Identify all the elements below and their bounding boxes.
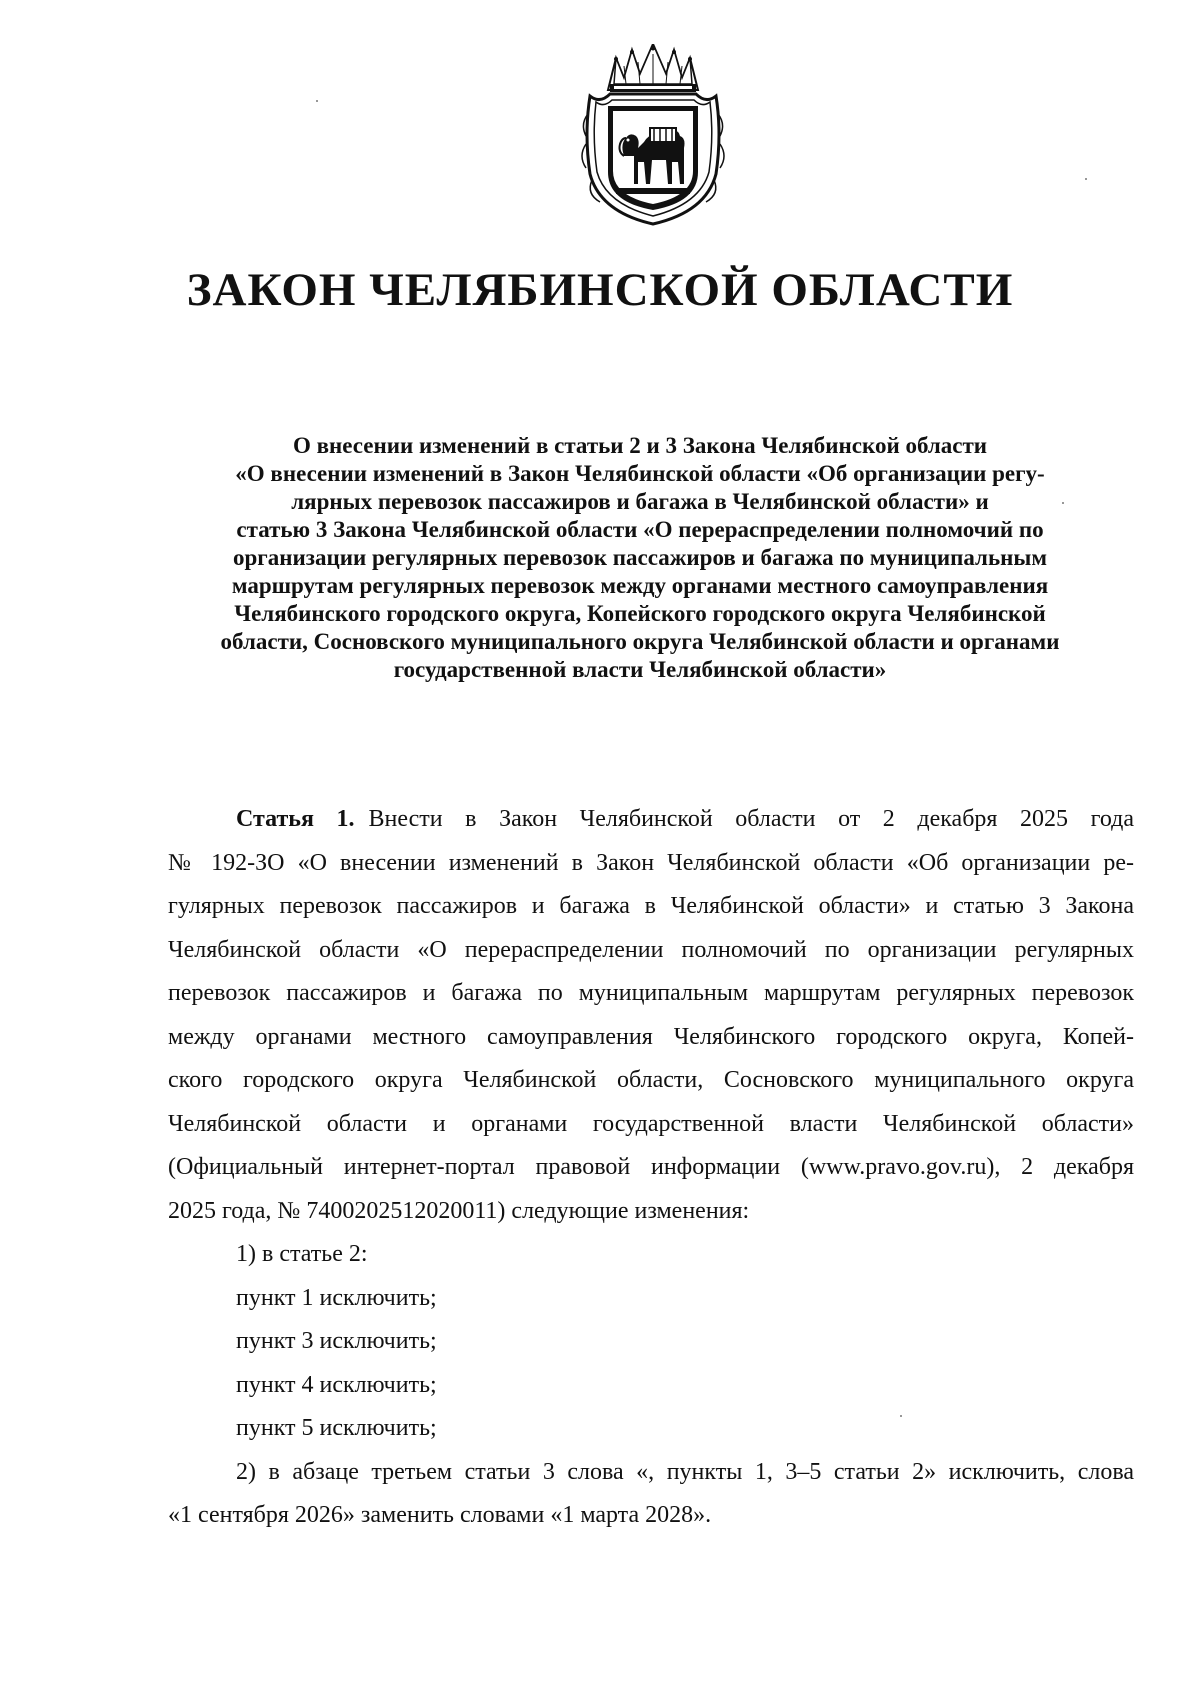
subject-line: статью 3 Закона Челябинской области «О перераспределении полномочий по xyxy=(236,517,1044,542)
article-line: перевозок пассажиров и багажа по муниципальным маршрутам регулярных перевозок xyxy=(168,980,1134,1006)
article-item: пункт 4 исключить; xyxy=(236,1371,437,1398)
law-subject xyxy=(150,432,1130,684)
subject-line: Челябинского городского округа, Копейского городского округа Челябинской xyxy=(234,601,1046,626)
article-1 xyxy=(168,798,1134,1538)
article-label: Статья 1. xyxy=(236,806,355,832)
law-title: ЗАКОН ЧЕЛЯБИНСКОЙ ОБЛАСТИ xyxy=(186,264,1014,316)
subject-line: «О внесении изменений в Закон Челябинской области «Об организации регу- xyxy=(235,461,1045,486)
article-line: 2025 года, № 7400202512020011) следующие изменения: xyxy=(168,1197,750,1224)
scan-speck xyxy=(1062,502,1064,504)
subject-line: организации регулярных перевозок пассажиров и багажа по муниципальным xyxy=(232,545,1047,570)
chelyabinsk-coat-of-arms-icon xyxy=(580,44,726,226)
scan-speck xyxy=(316,100,318,102)
article-line: Челябинской области «О перераспределении полномочий по организации регулярных xyxy=(168,936,1134,963)
subject-line: маршрутам регулярных перевозок между органами местного самоуправления xyxy=(231,573,1049,598)
article-line: «1 сентября 2026» заменить словами «1 марта 2028». xyxy=(168,1502,712,1528)
article-first-line xyxy=(168,798,1134,842)
article-line: (Официальный интернет-портал правовой информации (www.pravo.gov.ru), 2 декабря xyxy=(168,1154,1134,1180)
article-line: ского городского округа Челябинской области, Сосновского муниципального округа xyxy=(168,1067,1134,1093)
article-item: пункт 1 исключить; xyxy=(236,1284,437,1311)
article-item: пункт 5 исключить; xyxy=(236,1415,437,1441)
article-item: пункт 3 исключить; xyxy=(236,1328,437,1354)
article-first-line-text: Внести в Закон Челябинской области от 2 декабря 2025 года xyxy=(368,806,1134,832)
article-line: Челябинской области и органами государственной власти Челябинской области» xyxy=(168,1110,1134,1137)
subject-line: государственной власти Челябинской области» xyxy=(393,657,887,682)
article-line: гулярных перевозок пассажиров и багажа в Челябинской области» и статью 3 Закона xyxy=(168,893,1134,919)
article-item: 2) в абзаце третьем статьи 3 слова «, пункты 1, 3–5 статьи 2» исключить, слова xyxy=(236,1458,1134,1485)
article-item: 1) в статье 2: xyxy=(236,1241,368,1267)
article-line: № 192-ЗО «О внесении изменений в Закон Челябинской области «Об организации ре- xyxy=(168,849,1134,876)
article-line: между органами местного самоуправления Челябинского городского округа, Копей- xyxy=(168,1023,1134,1050)
subject-line: О внесении изменений в статьи 2 и 3 Закона Челябинской области xyxy=(292,433,988,458)
subject-line: области, Сосновского муниципального округа Челябинской области и органами xyxy=(220,629,1060,654)
scan-speck xyxy=(900,1415,902,1417)
subject-line: лярных перевозок пассажиров и багажа в Челябинской области» и xyxy=(291,489,989,514)
scan-speck xyxy=(1085,178,1087,180)
